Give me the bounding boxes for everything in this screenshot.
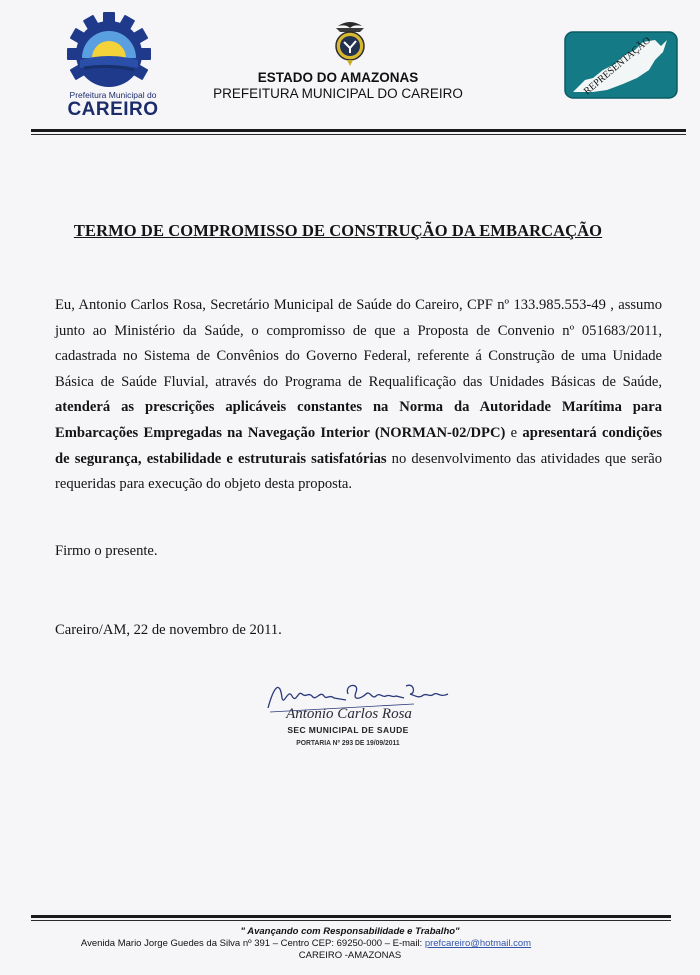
amazonas-state-seal-icon <box>330 18 370 68</box>
footer-address <box>0 938 612 949</box>
signer-portaria: PORTARIA Nº 293 DE 19/09/2011 <box>296 738 400 747</box>
signer-name: Antonio Carlos Rosa <box>286 706 412 722</box>
body-text-part3: no desenvolvimento das atividades que serão requeridas para execução do objeto desta proposta. <box>55 450 662 493</box>
body-text-part2: e <box>505 424 523 441</box>
signer-role: SEC MUNICIPAL DE SAUDE <box>287 725 409 735</box>
representacao-logo <box>563 30 679 100</box>
footer-motto: " Avançando com Responsabilidade e Trabalho" <box>240 926 460 937</box>
footer-city: CAREIRO -AMAZONAS <box>298 950 402 961</box>
body-paragraph <box>55 293 662 498</box>
state-title: ESTADO DO AMAZONAS <box>257 70 419 85</box>
logo-caption-prefeitura: Prefeitura Municipal do <box>69 90 157 100</box>
body-bold-conditions: apresentará condições de segurança, estabilidade e estruturais satisfatórias <box>55 424 663 467</box>
footer-divider-thin <box>31 920 671 921</box>
place-and-date: Careiro/AM, 22 de novembro de 2011. <box>55 622 282 638</box>
city-hall-title: PREFEITURA MUNICIPAL DO CAREIRO <box>213 86 463 101</box>
document-title: TERMO DE COMPROMISSO DE CONSTRUÇÃO DA EMBARCAÇÃO <box>73 221 603 240</box>
body-bold-norman: atenderá as prescrições aplicáveis constantes na Norma da Autoridade Marítima para Embarcações Empregadas na Navegação Interior (NORMAN-02/DPC) <box>55 399 662 441</box>
representacao-logo-text: REPRESENTAÇÃO <box>581 34 653 98</box>
footer-email-link[interactable]: prefcareiro@hotmail.com <box>424 938 532 949</box>
footer-divider <box>31 915 671 918</box>
header-divider <box>31 129 686 132</box>
body-text-part1: Eu, Antonio Carlos Rosa, Secretário Municipal de Saúde do Careiro, CPF nº 133.985.553-49 , assumo junto ao Ministério da Saúde, o compromisso de que a Proposta de Convenio nº 051683/2011, cadastrada no Sistema de Convênios do Governo Federal, referente á Construção de uma Unidade Básica de Saúde Fluvial, através do Programa de Requalificação das Unidades Básicas de Saúde, <box>55 297 662 390</box>
footer-address-text: Avenida Mario Jorge Guedes da Silva nº 391 – Centro CEP: 69250-000 – E-mail: <box>80 938 425 949</box>
closing-line: Firmo o presente. <box>55 543 158 559</box>
header-divider-thin <box>31 134 686 135</box>
logo-caption-careiro: CAREIRO <box>67 99 159 120</box>
